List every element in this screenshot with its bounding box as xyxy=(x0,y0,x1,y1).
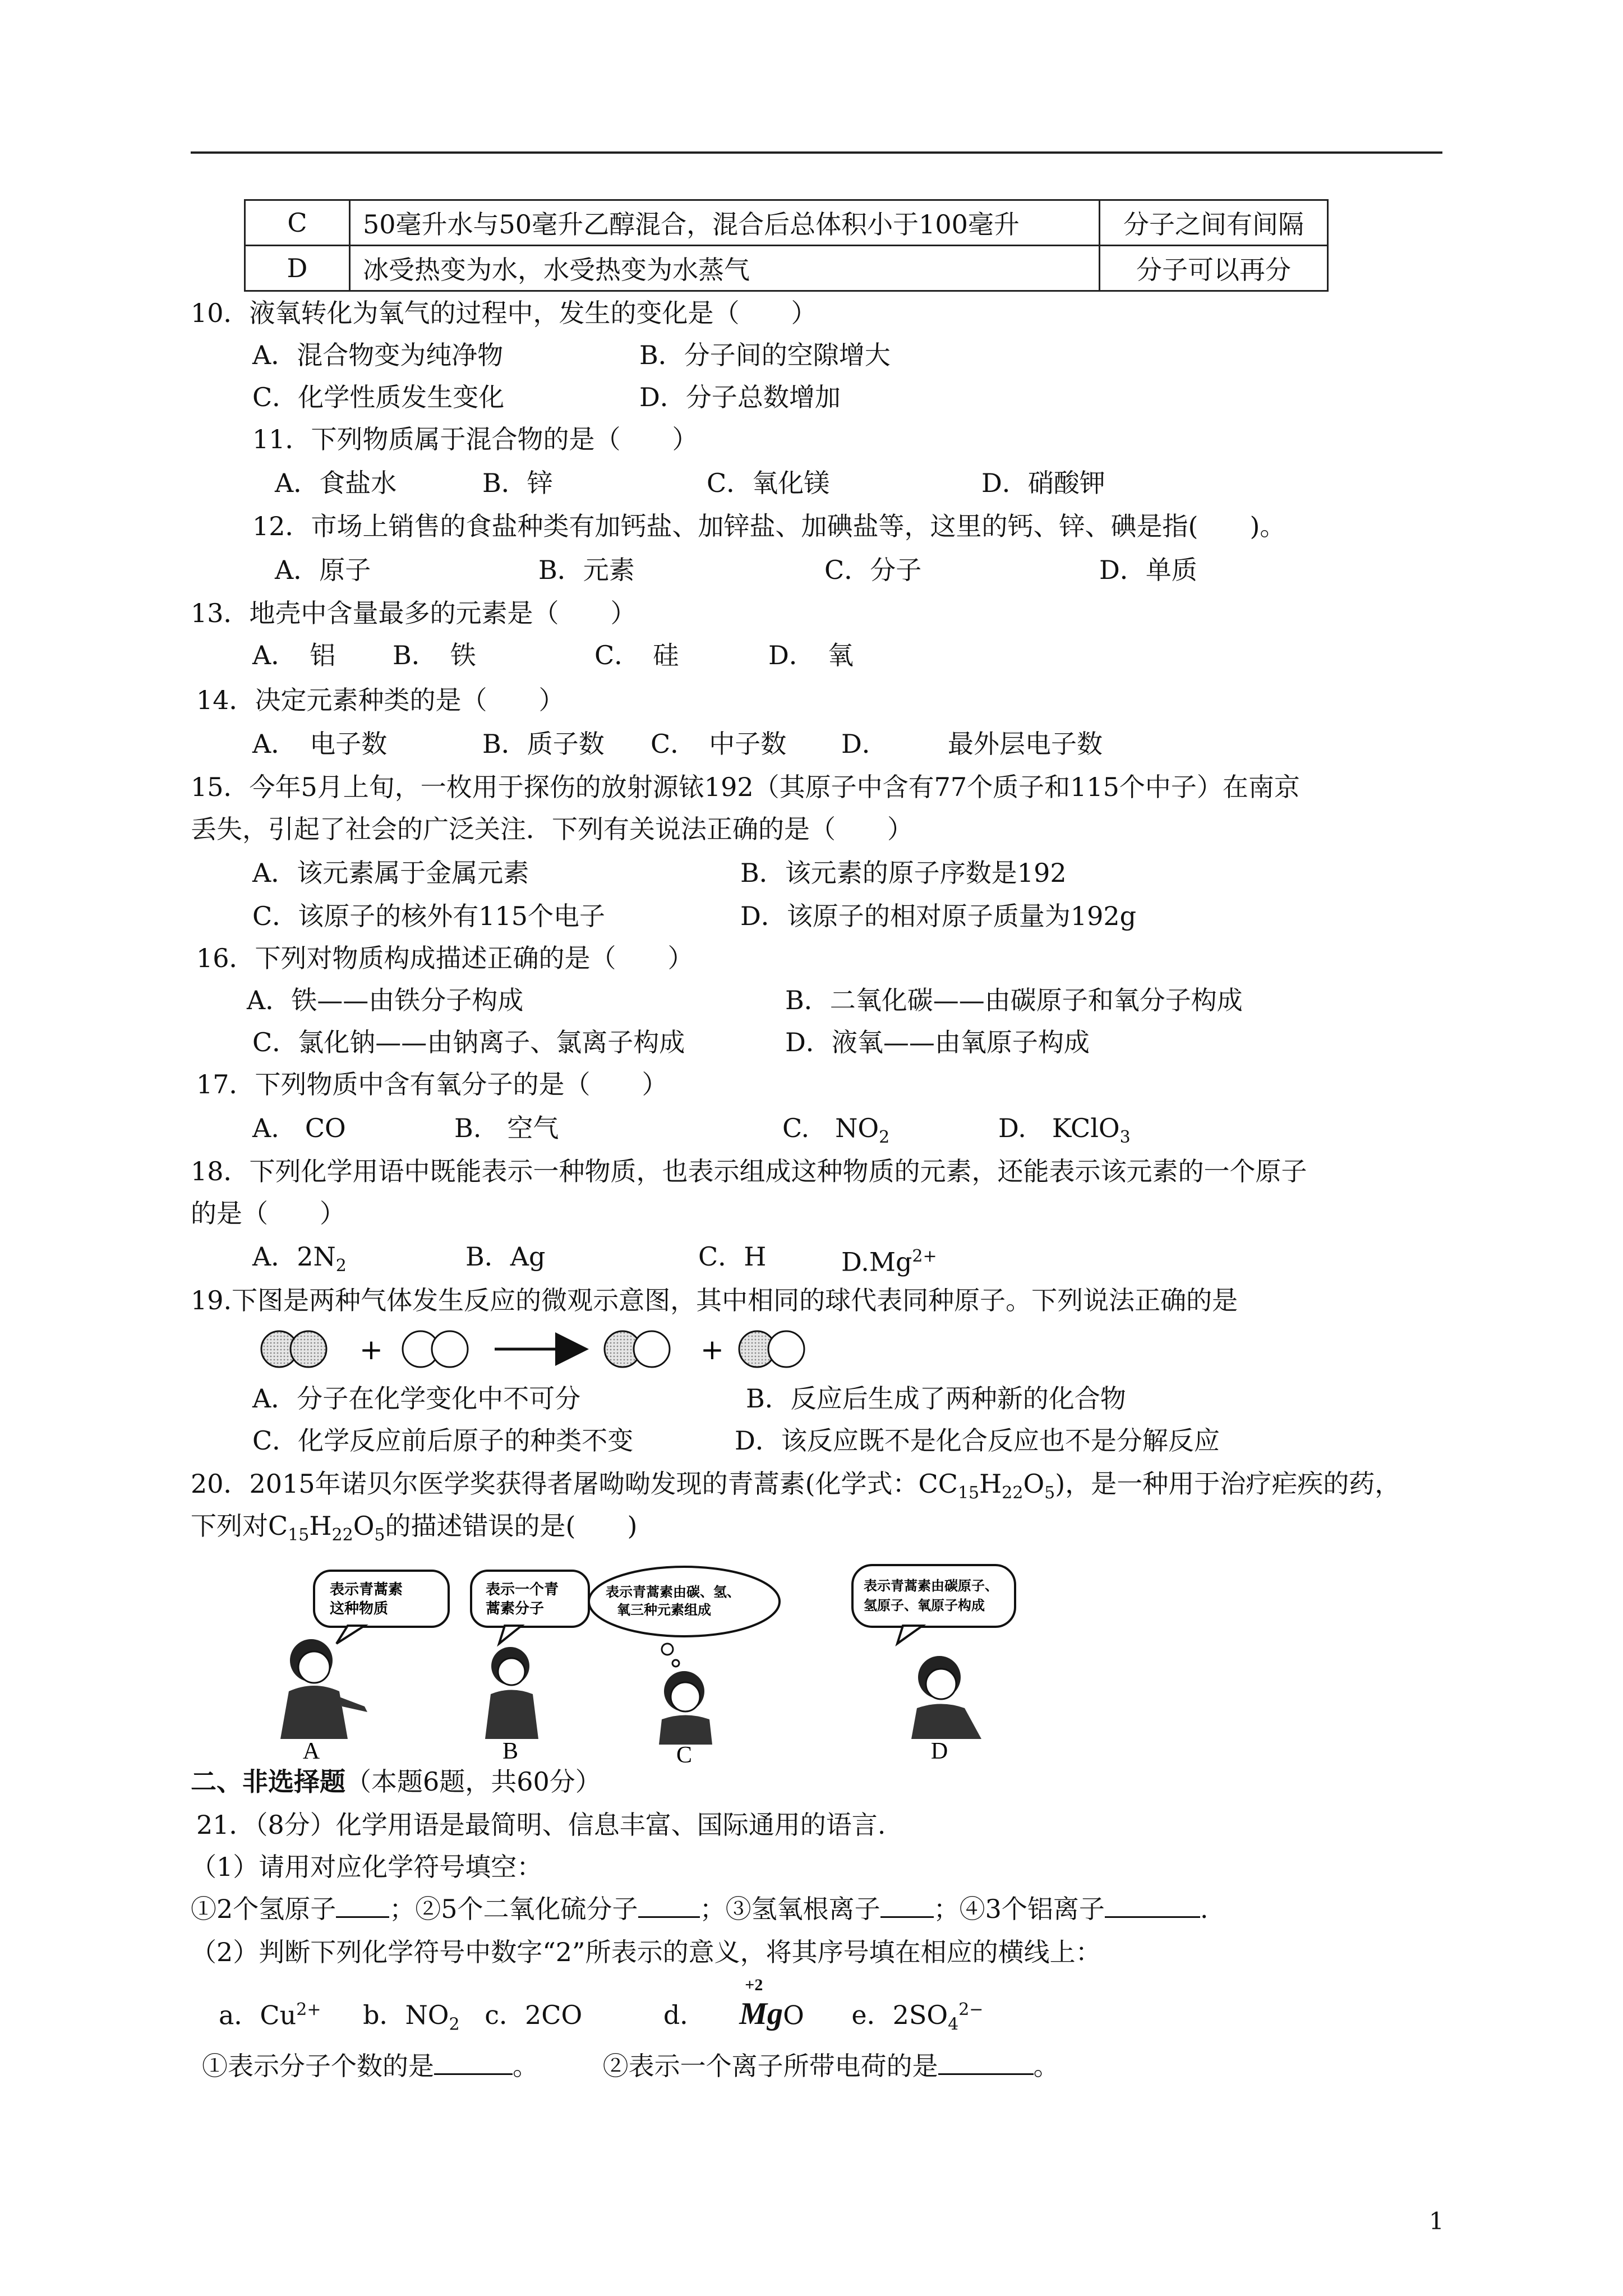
speech-bubble-d xyxy=(852,1565,1015,1644)
section-2-heading: 二、非选择题（本题6题，共60分） xyxy=(191,1766,601,1797)
q18-option-d: $D.Mg^{2+}$ xyxy=(841,1246,937,1277)
q19-option-a: A．分子在化学变化中不可分 xyxy=(252,1383,581,1414)
q10-option-d: D．分子总数增加 xyxy=(639,382,841,412)
q13-option-c: C． 硅 xyxy=(594,640,679,670)
table-cell-explanation: 分子可以再分 xyxy=(1100,246,1328,291)
q16-option-b: B．二氧化碳——由碳原子和氧分子构成 xyxy=(785,985,1243,1015)
q21-part1: （1）请用对应化学符号填空： xyxy=(191,1852,543,1882)
q20-stem-line1: 20．2015年诺贝尔医学奖获得者屠呦呦发现的青蒿素(化学式：$CC_{15}H_{22}O_5$)，是一种用于治疗疟疾的药， xyxy=(191,1469,1401,1503)
q14-option-c: C． 中子数 xyxy=(651,729,787,759)
q21-part2: （2）判断下列化学符号中数字“2”所表示的意义，将其序号填在相应的横线上： xyxy=(191,1937,1101,1967)
plus-sign: + xyxy=(700,1333,724,1366)
table-cell-explanation: 分子之间有间隔 xyxy=(1100,200,1328,246)
product-molecule-1 xyxy=(605,1331,670,1367)
answer-table xyxy=(244,199,1329,292)
svg-text:这种物质: 这种物质 xyxy=(330,1600,389,1617)
q11-option-c: C．氧化镁 xyxy=(707,468,830,498)
q10-option-b: B．分子间的空隙增大 xyxy=(639,340,891,370)
q11-stem: 11．下列物质属于混合物的是（ ） xyxy=(252,424,698,454)
student-b-figure xyxy=(485,1647,538,1739)
q11-option-a: A．食盐水 xyxy=(275,468,397,498)
q13-option-b: B． 铁 xyxy=(393,640,476,670)
q17-option-a: A. CO xyxy=(252,1113,346,1143)
speech-bubble-b xyxy=(471,1571,589,1644)
q15-option-c: C．该原子的核外有115个电子 xyxy=(252,901,605,931)
student-c-figure xyxy=(659,1671,712,1745)
reactant-molecule-white xyxy=(403,1331,468,1367)
q12-option-a: A．原子 xyxy=(275,555,371,585)
q19-option-b: B．反应后生成了两种新的化合物 xyxy=(746,1383,1126,1414)
q13-option-a: A． 铝 xyxy=(252,640,336,670)
table-cell-option: D xyxy=(245,246,350,291)
table-row xyxy=(245,200,1328,246)
svg-text:氢原子、氧原子构成: 氢原子、氧原子构成 xyxy=(864,1598,985,1613)
speech-bubble-a xyxy=(314,1571,449,1644)
table-cell-phenomenon: 冰受热变为水，水受热变为水蒸气 xyxy=(350,246,1100,291)
reactant-molecule-shaded xyxy=(261,1331,326,1367)
svg-text:表示一个青: 表示一个青 xyxy=(486,1581,559,1598)
student-a-figure xyxy=(280,1639,367,1739)
q18-option-b: B．Ag xyxy=(465,1241,546,1272)
q15-stem-line1: 15．今年5月上旬，一枚用于探伤的放射源铱192（其原子中含有77个质子和115个中子）在南京 xyxy=(191,772,1300,802)
answer-blank[interactable] xyxy=(1105,1894,1200,1918)
q14-option-d-text: 最外层电子数 xyxy=(948,729,1103,759)
q21-answers: ①表示分子个数的是 。 ②表示一个离子所带电荷的是 。 xyxy=(202,2051,1059,2081)
q14-option-b: B．质子数 xyxy=(482,729,605,759)
q13-option-d: D． 氧 xyxy=(768,640,854,670)
q19-option-d: D．该反应既不是化合反应也不是分解反应 xyxy=(735,1425,1220,1456)
q21-stem: 21．（8分）化学用语是最简明、信息丰富、国际通用的语言. xyxy=(196,1810,886,1840)
answer-blank[interactable] xyxy=(336,1894,389,1918)
figure-label-a: A xyxy=(302,1738,320,1764)
q17-option-b: B. 空气 xyxy=(454,1113,559,1143)
figure-label-d: D xyxy=(930,1738,948,1764)
q16-option-d: D．液氧——由氧原子构成 xyxy=(785,1027,1090,1057)
q15-option-a: A．该元素属于金属元素 xyxy=(252,858,529,888)
svg-text:蒿素分子: 蒿素分子 xyxy=(486,1600,545,1617)
q17-option-d: D. KClO$_3$ xyxy=(998,1113,1131,1148)
q21-symbols: a．$Cu^{2+}$ b．$NO_2$ c．2CO d． +2 MgO e．$2SO_4^{2-}$ xyxy=(219,1976,984,2035)
q18-option-a: A．$2N_2$ xyxy=(252,1241,347,1276)
speech-bubble-c xyxy=(589,1567,780,1667)
q12-stem: 12．市场上销售的食盐种类有加钙盐、加锌盐、加碘盐等，这里的钙、锌、碘是指( )。 xyxy=(252,511,1286,541)
answer-blank[interactable] xyxy=(880,1894,934,1918)
reaction-diagram xyxy=(252,1321,869,1377)
q18-stem-line2: 的是（ ） xyxy=(191,1198,345,1228)
q11-option-d: D．硝酸钾 xyxy=(981,468,1105,498)
svg-text:表示青蒿素由碳原子、: 表示青蒿素由碳原子、 xyxy=(864,1578,998,1594)
q16-option-c: C．氯化钠——由钠离子、氯离子构成 xyxy=(252,1027,685,1057)
q15-stem-line2: 丢失，引起了社会的广泛关注．下列有关说法正确的是（ ） xyxy=(191,814,913,844)
q20-stem-line2: 下列对$C_{15}H_{22}O_5$的描述错误的是( ) xyxy=(191,1511,638,1545)
product-molecule-2 xyxy=(739,1331,804,1367)
q18-stem-line1: 18．下列化学用语中既能表示一种物质，也表示组成这种物质的元素，还能表示该元素的一个原子 xyxy=(191,1156,1307,1186)
q18-option-c: C．H xyxy=(698,1241,767,1272)
q10-option-c: C．化学性质发生变化 xyxy=(252,382,505,412)
q19-option-c: C．化学反应前后原子的种类不变 xyxy=(252,1425,634,1456)
answer-blank[interactable] xyxy=(638,1894,700,1918)
q10-stem: 10．液氧转化为氧气的过程中，发生的变化是（ ） xyxy=(191,298,817,328)
answer-blank[interactable] xyxy=(938,2051,1034,2075)
q16-stem: 16．下列对物质构成描述正确的是（ ） xyxy=(196,943,694,973)
table-cell-option: C xyxy=(245,200,350,246)
q20-cartoon-figure xyxy=(236,1559,1032,1767)
q17-option-c: C. $NO_2$ xyxy=(782,1113,890,1148)
svg-text:表示青蒿素由碳、氢、: 表示青蒿素由碳、氢、 xyxy=(606,1584,740,1600)
q15-option-b: B．该元素的原子序数是192 xyxy=(740,858,1067,888)
q21-fill-blanks: ①2个氢原子 ；②5个二氧化硫分子 ；③氢氧根离子 ；④3个铝离子 . xyxy=(191,1894,1209,1924)
q13-stem: 13．地壳中含量最多的元素是（ ） xyxy=(191,598,637,628)
svg-text:表示青蒿素: 表示青蒿素 xyxy=(330,1581,403,1598)
q12-option-c: C．分子 xyxy=(824,555,922,585)
q15-option-d: D．该原子的相对原子质量为192g xyxy=(740,901,1137,931)
header-rule xyxy=(191,151,1442,154)
mg-oxidation-symbol: +2 Mg xyxy=(739,1976,783,2032)
q11-option-b: B．锌 xyxy=(482,468,553,498)
plus-sign: + xyxy=(359,1333,383,1366)
q14-option-a: A． 电子数 xyxy=(252,729,388,759)
q19-stem: 19.下图是两种气体发生反应的微观示意图，其中相同的球代表同种原子。下列说法正确的是 xyxy=(191,1285,1238,1315)
page-number: 1 xyxy=(1429,2207,1444,2235)
q12-option-b: B．元素 xyxy=(538,555,635,585)
q10-option-a: A．混合物变为纯净物 xyxy=(252,340,504,370)
q14-stem: 14．决定元素种类的是（ ） xyxy=(196,685,565,715)
answer-blank[interactable] xyxy=(434,2051,513,2075)
q16-option-a: A．铁——由铁分子构成 xyxy=(247,985,524,1015)
figure-label-b: B xyxy=(502,1738,519,1764)
table-row xyxy=(245,246,1328,291)
student-d-figure xyxy=(911,1656,981,1739)
q14-option-d: D． xyxy=(841,729,888,759)
q12-option-d: D．单质 xyxy=(1099,555,1197,585)
svg-text:氧三种元素组成: 氧三种元素组成 xyxy=(617,1602,711,1618)
figure-label-c: C xyxy=(676,1742,693,1767)
table-cell-phenomenon: 50毫升水与50毫升乙醇混合，混合后总体积小于100毫升 xyxy=(350,200,1100,246)
q17-stem: 17．下列物质中含有氧分子的是（ ） xyxy=(196,1069,668,1099)
